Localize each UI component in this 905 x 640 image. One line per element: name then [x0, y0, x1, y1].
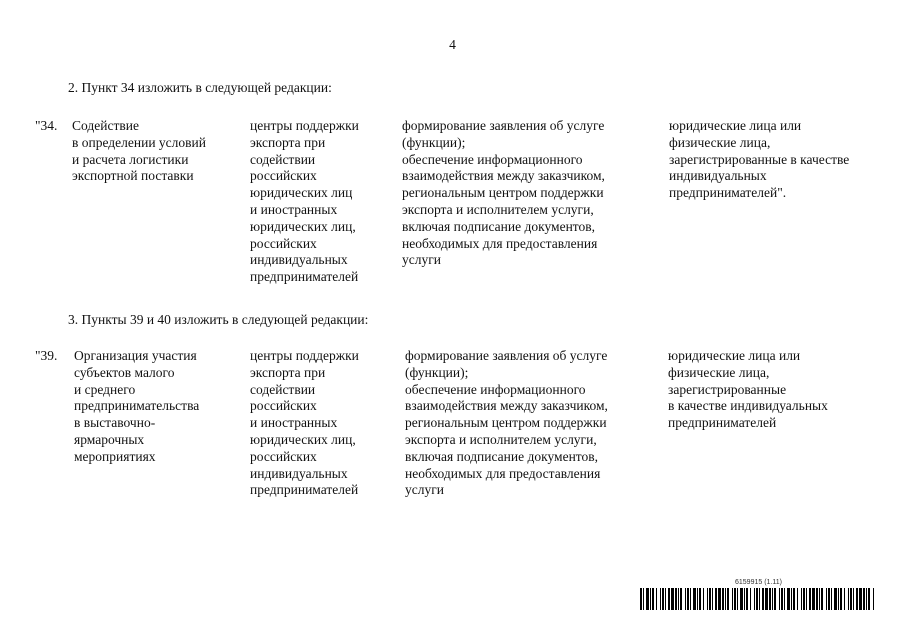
service-provider: центры поддержки экспорта при содействии российских и иностранных юридических лиц, российских индивидуальных предпринимателей: [250, 348, 359, 498]
service-recipients: юридические лица или физические лица, зарегистрированные в качестве индивидуальных предпринимателей".: [669, 118, 850, 201]
barcode-image: [640, 588, 875, 610]
item-number: "39.: [35, 348, 58, 363]
service-provider: центры поддержки экспорта при содействии российских юридических лиц и иностранных юридических лиц, российских индивидуальных предпринимателей: [250, 118, 359, 285]
barcode-caption: 6159915 (1.11): [735, 579, 782, 586]
service-procedure: формирование заявления об услуге (функции); обеспечение информационного взаимодействия между заказчиком, региональным центром поддержки экспорта и исполнителем услуги, включая подписание документов, необходимых для предоставления услуги: [402, 118, 605, 268]
service-procedure: формирование заявления об услуге (функции); обеспечение информационного взаимодействия между заказчиком, региональным центром поддержки экспорта и исполнителем услуги, включая подписание документов, необходимых для предоставления услуги: [405, 348, 608, 498]
amendment-instruction: 3. Пункты 39 и 40 изложить в следующей редакции:: [68, 312, 369, 327]
item-number: "34.: [35, 118, 58, 133]
service-recipients: юридические лица или физические лица, зарегистрированные в качестве индивидуальных предпринимателей: [668, 348, 828, 431]
page-number: 4: [449, 37, 456, 52]
service-name: Организация участия субъектов малого и среднего предпринимательства в выставочно- ярмарочных мероприятиях: [74, 348, 200, 464]
service-name: Содействие в определении условий и расчета логистики экспортной поставки: [72, 118, 206, 184]
amendment-instruction: 2. Пункт 34 изложить в следующей редакции:: [68, 80, 332, 95]
